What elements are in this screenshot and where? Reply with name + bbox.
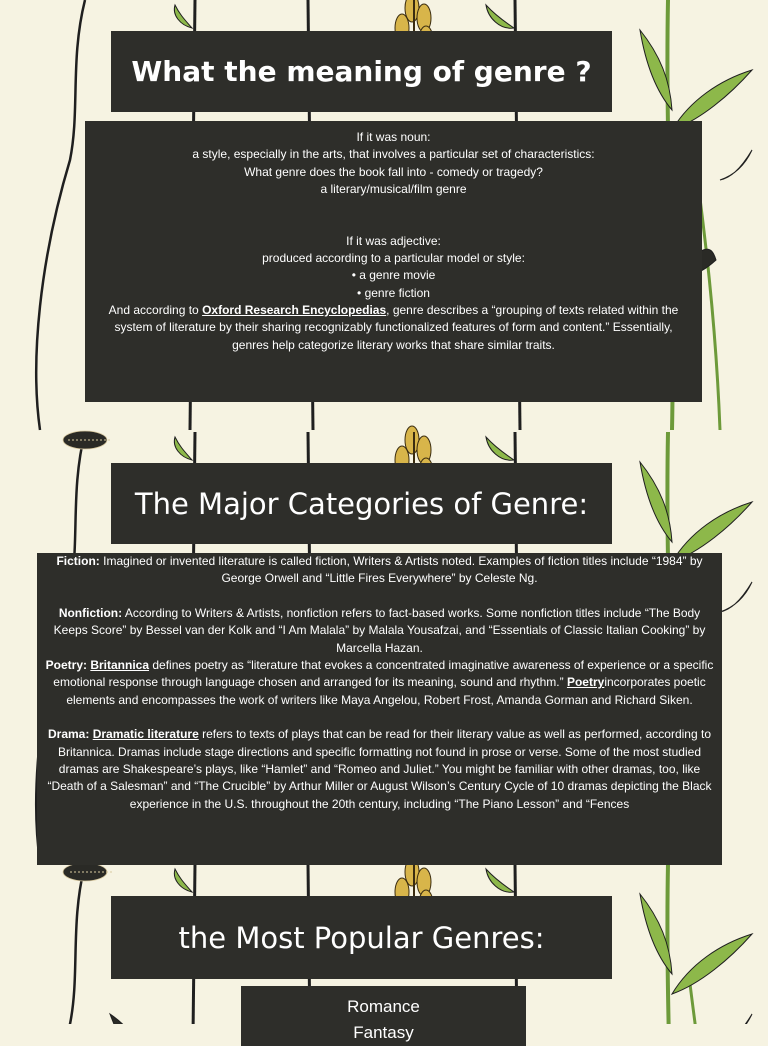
noun-example-2: a literary/musical/film genre <box>320 181 467 196</box>
nonfiction-label: Nonfiction: <box>58 605 123 620</box>
popular-genres-list <box>241 986 526 1046</box>
adjective-bullet-1: • a genre movie <box>351 268 436 283</box>
drama-paragraph <box>45 726 714 813</box>
adjective-bullet-2: • genre fiction <box>357 285 430 300</box>
slide2-title <box>111 463 612 544</box>
nonfiction-paragraph <box>45 605 714 657</box>
slide1-definition-box <box>85 121 702 402</box>
oxford-link[interactable]: Oxford Research Encyclopedias <box>202 302 387 317</box>
adjective-definition: produced according to a particular model or style: <box>262 251 525 266</box>
noun-heading: If it was noun: <box>356 130 431 144</box>
poetry-link[interactable]: Poetry <box>566 675 605 690</box>
poetry-paragraph <box>45 657 714 709</box>
oxford-text: , genre describes a “grouping of texts related within the system of literature by their sharing recognizably functionalized features of form and content.” Essentially, genres help categorize literary works that share similar traits. <box>114 302 679 352</box>
slide1-title-text: What the meaning of genre ? <box>131 55 592 88</box>
genre-item-romance: Romance <box>347 997 420 1016</box>
slide1-title <box>111 31 612 112</box>
oxford-paragraph <box>95 302 692 354</box>
dramatic-literature-link[interactable]: Dramatic literature <box>92 727 199 742</box>
noun-example: What genre does the book fall into - comedy or tragedy? <box>244 164 543 179</box>
poetry-text: defines poetry as “literature that evokes a concentrated imaginative awareness of experience or a specific emotional response through language chosen and arranged for its meaning, sound and rhythm.” <box>53 658 714 690</box>
slide3-title <box>111 896 612 979</box>
adjective-heading: If it was adjective: <box>346 233 441 248</box>
spacer <box>95 198 692 215</box>
poetry-text-2: incorporates poetic elements and encompasses the work of writers like Maya Angelou, Robert Frost, Amanda Gorman and Richard Siken. <box>66 675 706 707</box>
nonfiction-text: According to Writers & Artists, nonfiction refers to fact-based works. Some nonfiction titles include “The Body Keeps Score” by Bessel van der Kolk and “I Am Malala” by Malala Yousafzai, and “Essentials of Classic Italian Cooking” by Marcella Hazan. <box>53 605 706 655</box>
spacer <box>95 215 692 232</box>
fiction-paragraph <box>45 553 714 588</box>
noun-definition: a style, especially in the arts, that involves a particular set of characteristics: <box>192 147 595 162</box>
slide3-title-text: the Most Popular Genres: <box>178 920 545 955</box>
slide2-title-text: The Major Categories of Genre: <box>134 486 589 521</box>
oxford-prefix: And according to <box>108 302 203 317</box>
slide2-categories-box <box>37 553 722 865</box>
fiction-text: Imagined or invented literature is called fiction, Writers & Artists noted. Examples of fiction titles include “1984” by George Orwell and “Little Fires Everywhere” by Celeste Ng. <box>99 554 703 586</box>
fiction-label: Fiction: <box>56 554 100 568</box>
britannica-link[interactable]: Britannica <box>90 658 150 673</box>
poetry-label: Poetry: <box>45 658 87 673</box>
drama-label: Drama: <box>48 727 90 742</box>
genre-item-fantasy: Fantasy <box>353 1023 414 1042</box>
drama-text: refers to texts of plays that can be read for their literary value as well as performed, according to Britannica. Dramas include stage directions and specific formatting not found in prose or verse. Some of the most studied dramas are Shakespeare’s plays, like “Hamlet” and “Romeo and Juliet.” You might be familiar with other dramas, too, like “Death of a Salesman” and “The Crucible” by Arthur Miller or August Wilson’s Century Cycle of 10 dramas depicting the Black experience in the U.S. throughout the 20th century, including “The Piano Lesson” and “Fences <box>47 727 712 811</box>
